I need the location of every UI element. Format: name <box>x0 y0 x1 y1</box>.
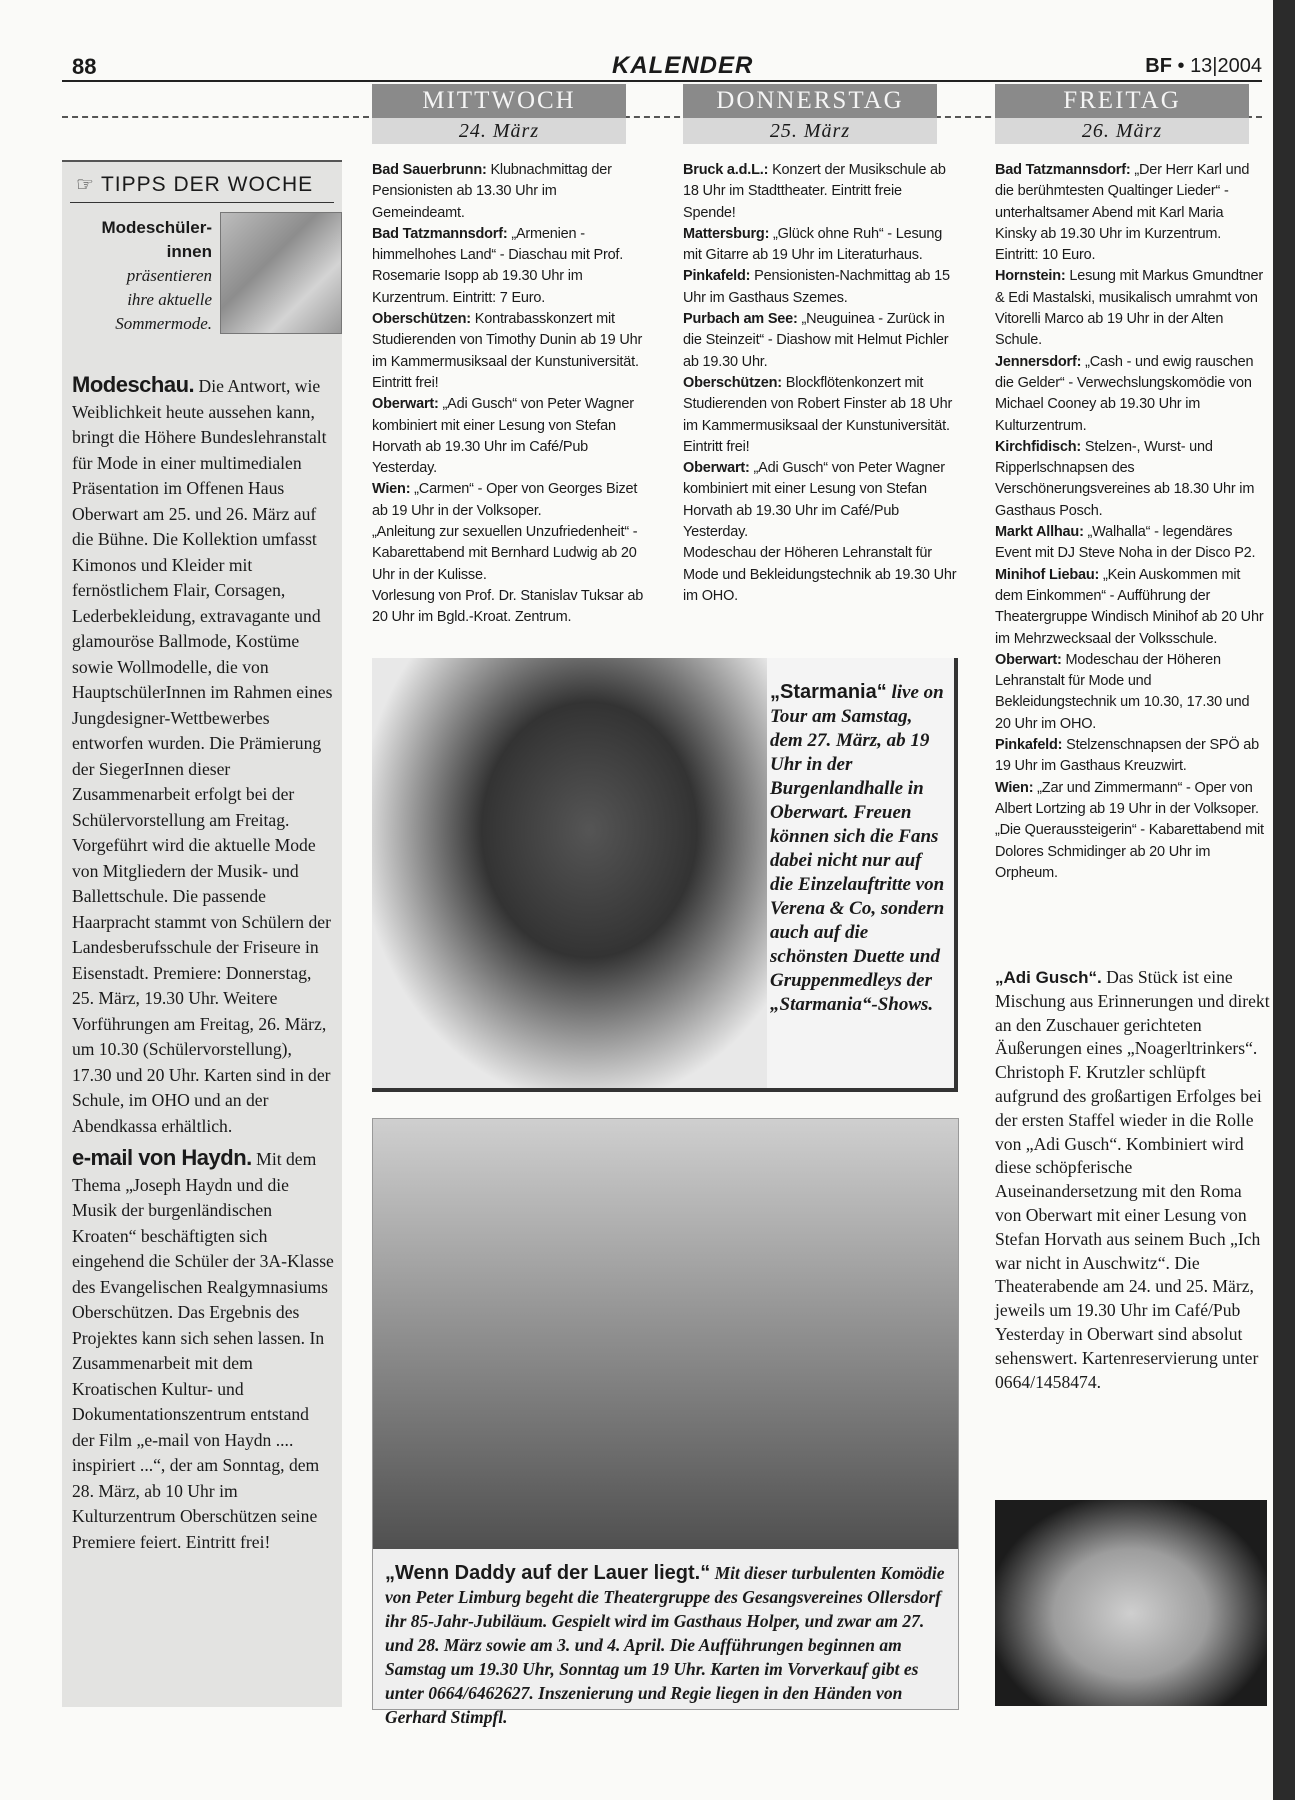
event-place: Markt Allhau: <box>995 524 1084 541</box>
event-text: Lesung mit Markus Gmundtner & Edi Mastalski, musikalisch umrahmt von Vitorelli Marco ab 19 Uhr in der Alten Schule. <box>995 268 1264 349</box>
event-text: Modeschau der Höheren Lehranstalt für Mode und Bekleidungstechnik ab 19.30 Uhr im OHO. <box>683 545 957 604</box>
issue-number: 13|2004 <box>1190 55 1262 77</box>
event-place: Pinkafeld: <box>995 737 1063 754</box>
event-item <box>683 160 957 224</box>
event-place: Wien: <box>995 779 1034 796</box>
article-text: Mit dem Thema „Joseph Haydn und die Musik der burgenländischen Kroaten“ beschäftigten sich eingehend die Schüler der 3A-Klasse des Evangelischen Realgymnasiums Oberschützen. Das Ergebnis des Projektes kann sich sehen lassen. In Zusammenarbeit mit dem Kroatischen Kultur- und Dokumentationszentrum entstand der Film „e-mail von Haydn .... inspiriert ...“, der am Sonntag, dem 28. März, ab 10 Uhr im Kulturzentrum Oberschützen seine Premiere feiert. Eintritt frei! <box>72 1149 334 1552</box>
caption-bold-line: Modeschüler- <box>101 218 212 237</box>
tipps-column <box>62 160 342 1707</box>
actor-portrait-photo <box>995 1500 1267 1706</box>
event-place: Oberschützen: <box>683 374 782 391</box>
tipps-heading-text: TIPPS DER WOCHE <box>100 173 314 196</box>
event-text: „Cash - und ewig rauschen die Gelder“ - Verwechslungskomödie von Michael Cooney ab 19.30 Uhr im Kulturzentrum. <box>995 353 1254 434</box>
article-lead: Modeschau. <box>72 372 195 397</box>
day-date: 26. März <box>995 118 1249 144</box>
event-text: „Kein Auskommen mit dem Einkommen“ - Aufführung der Theatergruppe Windisch Minihof ab 20 Uhr im Mehrzwecksaal der Volksschule. <box>995 566 1264 647</box>
day-header-wednesday <box>372 84 626 144</box>
day-date: 25. März <box>683 118 937 144</box>
event-item <box>995 650 1267 735</box>
event-place: Bad Tatzmannsdorf: <box>372 225 508 242</box>
event-place: Jennersdorf: <box>995 353 1082 370</box>
event-place: Mattersburg: <box>683 225 770 242</box>
event-item <box>995 266 1267 351</box>
event-item <box>995 565 1267 650</box>
event-item <box>372 394 644 479</box>
event-text: „Adi Gusch“ von Peter Wagner kombiniert mit einer Lesung von Stefan Horvath ab 19.30 Uhr im Café/Pub Yesterday. <box>683 460 945 541</box>
event-item <box>995 352 1267 437</box>
day-name: FREITAG <box>995 84 1249 118</box>
event-text: „Glück ohne Ruh“ - Lesung mit Gitarre ab 19 Uhr im Literaturhaus. <box>683 225 943 264</box>
pointing-hand-icon: ☞ <box>76 174 95 196</box>
daddy-lead: „Wenn Daddy auf der Lauer liegt.“ <box>385 1562 711 1584</box>
page-header <box>62 52 1262 82</box>
event-text: „Walhalla“ - legendäres Event mit DJ Steve Noha in der Disco P2. <box>995 524 1256 562</box>
event-text: Klubnachmittag der Pensionisten ab 13.30 Uhr im Gemeindeamt. <box>372 162 612 221</box>
tipps-articles <box>72 372 334 1555</box>
event-item <box>372 160 644 224</box>
event-item <box>372 479 644 522</box>
event-item <box>995 735 1267 778</box>
tipps-rule <box>70 202 334 203</box>
event-place: Bad Sauerbrunn: <box>372 162 487 178</box>
event-item <box>995 778 1267 821</box>
event-text: „Der Herr Karl und die berühmtesten Qualtinger Lieder“ - unterhaltsamer Abend mit Karl Maria Kinsky ab 19.30 Uhr im Kurzentrum. Eintritt: 10 Euro. <box>995 162 1250 264</box>
event-text: „Anleitung zur sexuellen Unzufriedenheit“ - Kabarettabend mit Bernhard Ludwig ab 20 Uhr in der Kulisse. <box>372 524 638 583</box>
event-text: Kontrabasskonzert mit Studierenden von Timothy Dunin ab 19 Uhr im Kammermusiksaal der Kunstuniversität. Eintritt frei! <box>372 311 643 391</box>
event-item <box>372 224 644 309</box>
event-item <box>995 437 1267 522</box>
event-item <box>995 820 1267 884</box>
event-text: Stelzenschnapsen der SPÖ ab 19 Uhr im Gasthaus Kreuzwirt. <box>995 737 1260 775</box>
event-text: „Neuguinea - Zurück in die Steinzeit“ - Diashow mit Helmut Pichler ab 19.30 Uhr. <box>683 311 949 370</box>
modeschau-article <box>72 372 334 1139</box>
article-lead: e-mail von Haydn. <box>72 1145 252 1170</box>
event-item <box>372 309 644 394</box>
event-text: „Zar und Zimmermann“ - Oper von Albert Lortzing ab 19 Uhr in der Volksoper. <box>995 779 1259 817</box>
day-date: 24. März <box>372 118 626 144</box>
event-text: Pensionisten-Nachmittag ab 15 Uhr im Gasthaus Szemes. <box>683 268 950 306</box>
haydn-article <box>72 1145 334 1555</box>
event-item <box>372 586 644 629</box>
caption-italic-line: ihre aktuelle <box>127 290 212 309</box>
tipps-teaser <box>70 208 334 334</box>
daddy-feature <box>372 1118 959 1727</box>
article-text: Das Stück ist eine Mischung aus Erinnerungen und direkt an den Zuschauer gerichteten Äußerungen eines „Noagerltrinkers“. Christoph F. Krutzler schlüpft aufgrund des großartigen Erfolges bei der ersten Staffel wieder in die Rolle von „Adi Gusch“. Kombiniert wird diese schöpferische Auseinandersetzung mit den Roma von Oberwart mit einer Lesung von Stefan Horvath aus seinem Buch „Ich war nicht in Auschwitz“. Die Theaterabende am 24. und 25. März, jeweils um 19.30 Uhr im Café/Pub Yesterday in Oberwart sind absolut sehenswert. Kartenreservierung unter 0664/1458474. <box>995 967 1270 1392</box>
page-number: 88 <box>72 54 97 79</box>
event-text: „Adi Gusch“ von Peter Wagner kombiniert mit einer Lesung von Stefan Horvath ab 19.30 Uhr im Café/Pub Yesterday. <box>372 396 634 477</box>
thursday-events <box>683 160 957 607</box>
caption-italic-line: präsentieren <box>126 266 212 285</box>
event-text: „Carmen“ - Oper von Georges Bizet ab 19 Uhr in der Volksoper. <box>372 481 638 519</box>
event-place: Hornstein: <box>995 268 1066 285</box>
event-item <box>683 266 957 309</box>
theatre-group-photo <box>373 1119 958 1549</box>
daddy-text: Mit dieser turbulenten Komödie von Peter Limburg begeht die Theatergruppe des Gesangsvereines Ollersdorf ihr 85-Jahr-Jubiläum. Gespielt wird im Gasthaus Holper, und zwar am 27. und 28. März sowie am 3. und 4. April. Die Aufführungen beginnen am Samstag um 19.30 Uhr, Sonntag um 19 Uhr. Karten im Vorverkauf gibt es unter 0664/6462627. Inszenierung und Regie liegen in den Händen von Gerhard Stimpfl. <box>385 1563 945 1727</box>
event-place: Kirchfidisch: <box>995 438 1082 455</box>
starmania-feature <box>372 658 958 1092</box>
event-text: „Die Queraussteigerin“ - Kabarettabend mit Dolores Schmidinger ab 20 Uhr im Orpheum. <box>995 822 1264 881</box>
event-text: Vorlesung von Prof. Dr. Stanislav Tuksar ab 20 Uhr im Bgld.-Kroat. Zentrum. <box>372 587 644 626</box>
publication-name: BF <box>1145 55 1172 77</box>
adi-gusch-article <box>995 966 1270 1394</box>
event-item <box>995 160 1267 266</box>
day-name: DONNERSTAG <box>683 84 937 118</box>
event-text: Konzert der Musikschule ab 18 Uhr im Stadttheater. Eintritt freie Spende! <box>683 162 946 221</box>
wednesday-events <box>372 160 644 629</box>
issue-info <box>1145 55 1262 78</box>
event-item <box>683 309 957 373</box>
event-item <box>683 224 957 267</box>
event-place: Pinkafeld: <box>683 268 751 285</box>
header-rule <box>62 80 1262 82</box>
page-edge <box>1273 0 1295 1800</box>
starmania-lead: „Starmania“ <box>770 681 887 703</box>
tipps-heading <box>76 172 313 197</box>
section-title: KALENDER <box>612 52 754 79</box>
caption-italic-line: Sommermode. <box>115 314 212 333</box>
event-place: Oberschützen: <box>372 311 471 328</box>
event-item <box>683 543 957 607</box>
daddy-caption <box>385 1561 945 1729</box>
event-text: Stelzen-, Wurst- und Ripperlschnapsen des Verschönerungsvereines ab 18.30 Uhr im Gasthaus Posch. <box>995 438 1255 519</box>
starmania-text: live on Tour am Samstag, dem 27. März, ab 19 Uhr in der Burgenlandhalle in Oberwart. Freuen können sich die Fans dabei nicht nur auf die Einzelauftritte von Verena & Co, sondern auch auf die schönsten Duette und Gruppenmedleys der „Starmania“-Shows. <box>770 682 945 1015</box>
friday-events <box>995 160 1267 884</box>
event-item <box>995 522 1267 565</box>
event-place: Wien: <box>372 481 411 498</box>
event-place: Bruck a.d.L.: <box>683 162 769 178</box>
event-text: Blockflötenkonzert mit Studierenden von Robert Finster ab 18 Uhr im Kammermusiksaal der Kunstuniversität. Eintritt frei! <box>683 374 953 455</box>
event-item <box>683 458 957 543</box>
event-place: Oberwart: <box>372 396 439 413</box>
event-text: „Armenien - himmelhohes Land“ - Diaschau mit Prof. Rosemarie Isopp ab 19.30 Uhr im Kurzentrum. Eintritt: 7 Euro. <box>372 225 624 306</box>
article-text: Die Antwort, wie Weiblichkeit heute aussehen kann, bringt die Höhere Bundeslehranstalt für Mode in einer multimedialen Präsentation im Offenen Haus Oberwart am 25. und 26. März auf die Bühne. Die Kollektion umfasst Kimonos und Kleider mit fernöstlichem Flair, Corsagen, Lederbekleidung, extravagante und glamouröse Ballmode, Kostüme sowie Wollmodelle, die von HauptschülerInnen im Rahmen eines Jungdesigner-Wettbewerbes entworfen wurden. Die Prämierung der SiegerInnen dieser Zusammenarbeit erfolgt bei der Schülervorstellung am Freitag. Vorgeführt wird die aktuelle Mode von Mitgliedern der Musik- und Ballettschule. Die passende Haarpracht stammt von Schülern der Landesberufsschule der Friseure in Eisenstadt. Premiere: Donnerstag, 25. März, 19.30 Uhr. Weitere Vorführungen am Freitag, 26. März, um 10.30 (Schülervorstellung), 17.30 und 20 Uhr. Karten sind in der Schule, im OHO und an der Abendkassa erhältlich. <box>72 376 333 1136</box>
day-header-friday <box>995 84 1249 144</box>
tipps-caption <box>70 216 212 336</box>
issue-separator: • <box>1177 55 1185 77</box>
day-name: MITTWOCH <box>372 84 626 118</box>
event-place: Oberwart: <box>683 460 750 477</box>
day-header-thursday <box>683 84 937 144</box>
event-place: Purbach am See: <box>683 311 798 328</box>
event-item <box>372 522 644 586</box>
event-text: Modeschau der Höheren Lehranstalt für Mode und Bekleidungstechnik um 10.30, 17.30 und 20 Uhr im OHO. <box>995 651 1250 732</box>
caption-bold-line: innen <box>166 242 212 261</box>
fashion-photo <box>220 212 342 334</box>
starmania-group-photo <box>372 658 767 1088</box>
event-place: Minihof Liebau: <box>995 566 1100 583</box>
starmania-caption <box>770 680 948 1017</box>
event-place: Bad Tatzmannsdorf: <box>995 162 1131 178</box>
article-lead: „Adi Gusch“. <box>995 968 1102 987</box>
event-place: Oberwart: <box>995 651 1062 668</box>
event-item <box>683 373 957 458</box>
